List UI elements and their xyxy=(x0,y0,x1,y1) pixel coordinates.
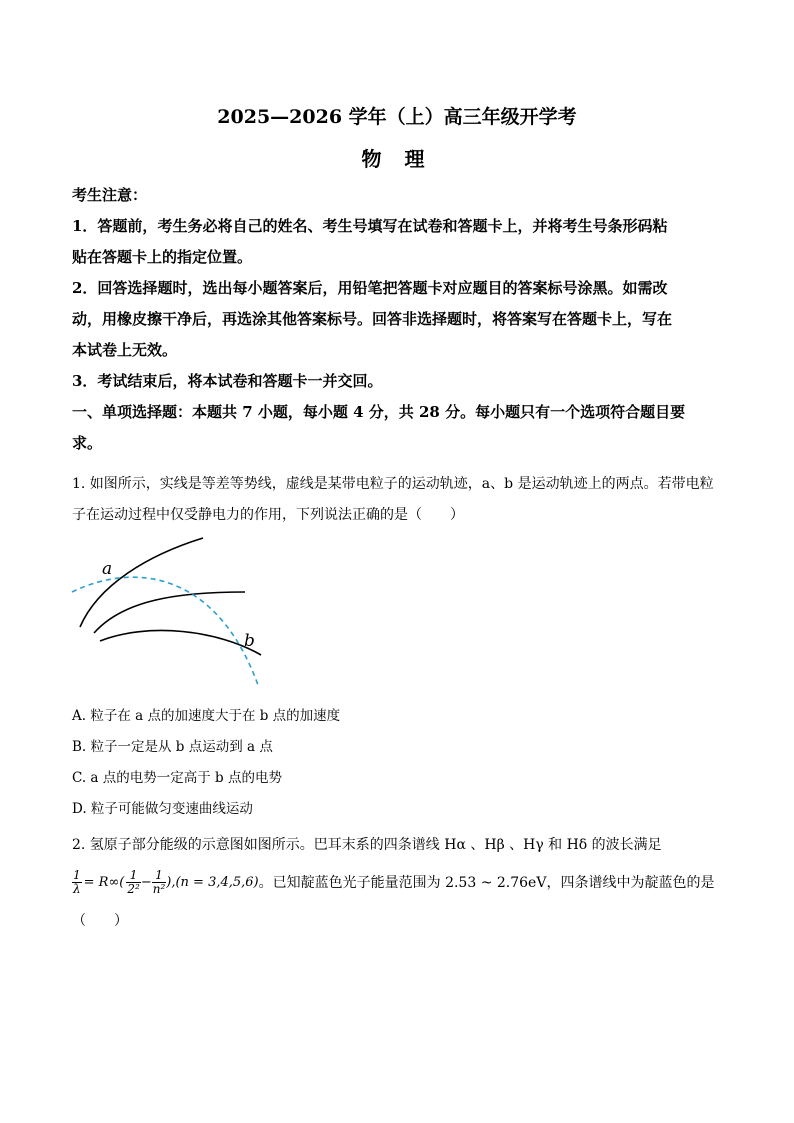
formula-eq: = R∞( xyxy=(83,874,125,890)
q1-option-d: D. 粒子可能做匀变速曲线运动 xyxy=(72,801,253,817)
q1-option-b: B. 粒子一定是从 b 点运动到 a 点 xyxy=(72,739,273,755)
q1-stem-b: 子在运动过程中仅受静电力的作用，下列说法正确的是（ ） xyxy=(72,507,464,523)
notice-item-1a: 1．答题前，考生务必将自己的姓名、考生号填写在试卷和答题卡上，并将考生号条形码粘 xyxy=(72,217,668,235)
formula-minus: − xyxy=(140,874,152,890)
q1-option-a: A. 粒子在 a 点的加速度大于在 b 点的加速度 xyxy=(72,708,341,724)
q2-stem-c: （ ） xyxy=(72,913,128,929)
q2-stem-a: 2. 氢原子部分能级的示意图如图所示。巴耳末系的四条谱线 Hα 、Hβ 、Hγ 和 Hδ 的波长满足 xyxy=(72,837,662,853)
notice-item-2a: 2．回答选择题时，选出每小题答案后，用铅笔把答题卡对应题目的答案标号涂黑。如需改 xyxy=(72,279,668,297)
notice-item-1b: 贴在答题卡上的指定位置。 xyxy=(72,248,253,266)
q2-stem-b: 。已知靛蓝色光子能量范围为 2.53 ~ 2.76eV，四条谱线中为靛蓝色的是 xyxy=(258,875,715,891)
formula-term1: $\frac{1}{\text{2²}}$ xyxy=(127,867,140,896)
point-a-label: a xyxy=(102,559,113,579)
section-1-title-a: 一、单项选择题：本题共 7 小题，每小题 4 分，共 28 分。每小题只有一个选项符合题目要 xyxy=(72,403,686,421)
notice-item-3: 3．考试结束后，将本试卷和答题卡一并交回。 xyxy=(72,372,383,390)
formula-lhs: $\frac{1}{\lambda}$ xyxy=(73,867,81,896)
subject-title: 物 理 xyxy=(361,147,433,171)
exam-title: 2025—2026 学年（上）高三年级开学考 xyxy=(217,106,577,128)
q1-stem-a: 1. 如图所示，实线是等差等势线，虚线是某带电粒子的运动轨迹，a、b 是运动轨迹上的两点。若带电粒 xyxy=(72,476,714,492)
notice-heading: 考生注意： xyxy=(72,186,148,204)
section-1-title-b: 求。 xyxy=(72,434,103,452)
point-b-label: b xyxy=(244,631,255,651)
notice-item-2b: 动，用橡皮擦干净后，再选涂其他答案标号。回答非选择题时，将答案写在答题卡上，写在 xyxy=(72,310,673,328)
formula-tail: ),(n = 3,4,5,6) xyxy=(166,874,259,890)
equipotential-line-3 xyxy=(100,630,261,655)
q1-figure xyxy=(68,530,278,695)
q1-option-c: C. a 点的电势一定高于 b 点的电势 xyxy=(72,770,282,786)
notice-item-2c: 本试卷上无效。 xyxy=(72,341,178,359)
formula-term2: $\frac{1}{\text{n²}}$ xyxy=(152,867,166,896)
q2-formula-line xyxy=(72,862,732,902)
equipotential-line-2 xyxy=(94,592,245,633)
